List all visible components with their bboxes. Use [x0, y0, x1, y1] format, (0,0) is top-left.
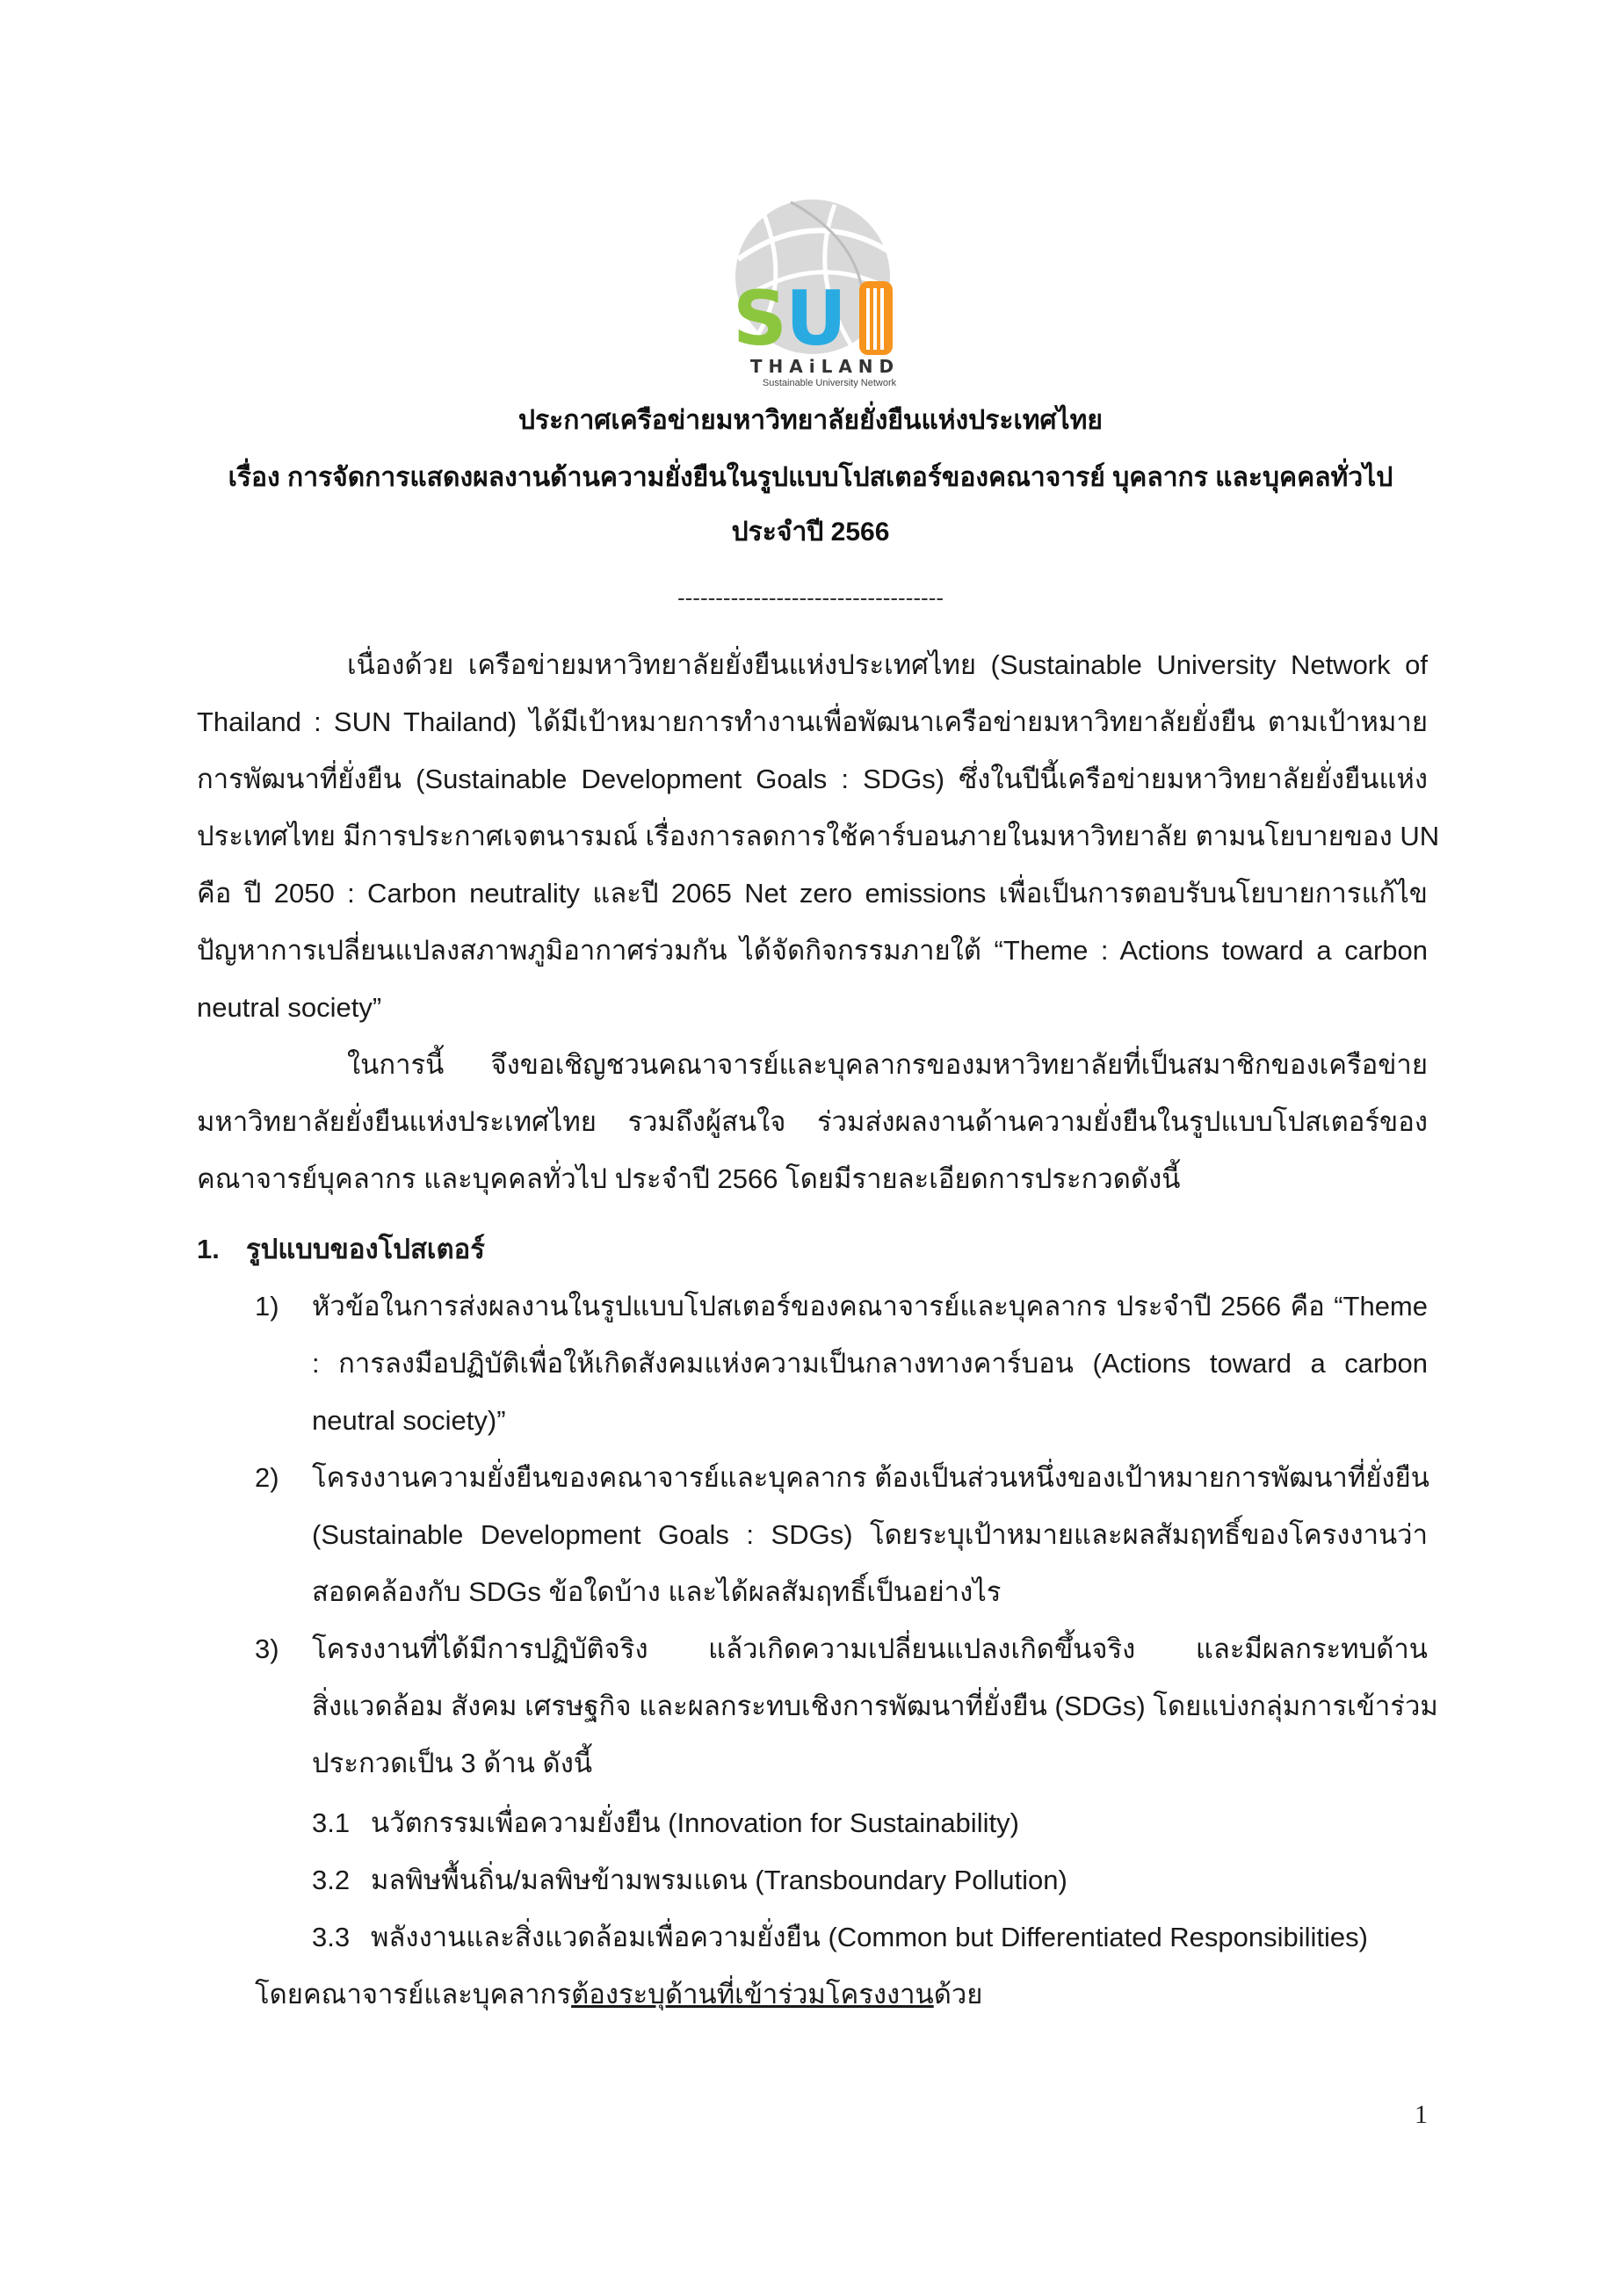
logo-tagline: Sustainable University Network — [762, 378, 897, 388]
subitem-text: นวัตกรรมเพื่อความยั่งยืน (Innovation for Sustainability) — [371, 1807, 1019, 1838]
section-title: รูปแบบของโปสเตอร์ — [246, 1234, 485, 1264]
intro-line: คือ ปี 2050 : Carbon neutrality และปี 2065 Net zero emissions เพื่อเป็นการตอบรับนโยบายการแก้ไข — [197, 878, 1428, 909]
intro-line: ปัญหาการเปลี่ยนแปลงสภาพภูมิอากาศร่วมกัน ได้จัดกิจกรรมภายใต้ “Theme : Actions toward a carbon — [197, 935, 1428, 966]
invite-line: ในการนี้ จึงขอเชิญชวนคณาจารย์และบุคลากรของมหาวิทยาลัยที่เป็นสมาชิกของเครือข่าย — [347, 1049, 1428, 1080]
invite-line: มหาวิทยาลัยยั่งยืนแห่งประเทศไทย รวมถึงผู้สนใจ ร่วมส่งผลงานด้านความยั่งยืนในรูปแบบโปสเตอร์ของ — [197, 1106, 1428, 1137]
item-line: ประกวดเป็น 3 ด้าน ดังนี้ — [312, 1748, 593, 1778]
intro-line: ประเทศไทย มีการประกาศเจตนารมณ์ เรื่องการลดการใช้คาร์บอนภายในมหาวิทยาลัย ตามนโยบายของ UN — [197, 821, 1440, 851]
item-number: 1) — [255, 1291, 279, 1322]
page-number: 1 — [1415, 2100, 1428, 2129]
item-number: 3) — [255, 1633, 279, 1664]
announcement-year: ประจำปี 2566 — [731, 518, 890, 547]
section-number: 1. — [197, 1234, 220, 1264]
item-line: : การลงมือปฏิบัติเพื่อให้เกิดสังคมแห่งความเป็นกลางทางคาร์บอน (Actions toward a carbon — [312, 1348, 1428, 1379]
closing-pre: โดยคณาจารย์และบุคลากร — [255, 1979, 572, 2010]
subitem-number: 3.1 — [312, 1807, 351, 1838]
intro-line: การพัฒนาที่ยั่งยืน (Sustainable Development Goals : SDGs) ซึ่งในปีนี้เครือข่ายมหาวิทยาลัยยั่งยืนแห่ง — [197, 764, 1428, 794]
item-line: โครงงานความยั่งยืนของคณาจารย์และบุคลากร ต้องเป็นส่วนหนึ่งของเป้าหมายการพัฒนาที่ยั่งยืน — [312, 1462, 1429, 1493]
logo-wordmark: SU — [733, 275, 845, 363]
item-number: 2) — [255, 1462, 279, 1493]
closing-note — [255, 1977, 982, 2012]
item-line: หัวข้อในการส่งผลงานในรูปแบบโปสเตอร์ของคณาจารย์และบุคลากร ประจำปี 2566 คือ “Theme — [312, 1291, 1428, 1322]
subitem-number: 3.2 — [312, 1865, 351, 1895]
announcement-title: ประกาศเครือข่ายมหาวิทยาลัยยั่งยืนแห่งประเทศไทย — [518, 406, 1103, 435]
closing-emphasis: ต้องระบุด้านที่เข้าร่วมโครงงาน — [571, 1979, 934, 2010]
divider: ----------------------------------- — [677, 584, 944, 611]
intro-line: neutral society” — [197, 992, 382, 1023]
item-line: สอดคล้องกับ SDGs ข้อใดบ้าง และได้ผลสัมฤทธิ์เป็นอย่างไร — [312, 1576, 1002, 1607]
closing-post: ด้วย — [933, 1979, 983, 2010]
item-line: โครงงานที่ได้มีการปฏิบัติจริง แล้วเกิดความเปลี่ยนแปลงเกิดขึ้นจริง และมีผลกระทบด้าน — [312, 1633, 1428, 1664]
subitem-text: พลังงานและสิ่งแวดล้อมเพื่อความยั่งยืน (Common but Differentiated Responsibilities) — [371, 1922, 1368, 1952]
logo-country: THAiLAND — [749, 356, 901, 377]
sun-thailand-logo — [703, 198, 923, 391]
intro-line: เนื่องด้วย เครือข่ายมหาวิทยาลัยยั่งยืนแห่งประเทศไทย (Sustainable University Network of — [347, 649, 1428, 680]
invite-line: คณาจารย์บุคลากร และบุคคลทั่วไป ประจำปี 2566 โดยมีรายละเอียดการประกวดดังนี้ — [197, 1163, 1181, 1194]
item-line: neutral society)” — [312, 1405, 506, 1436]
subitem-text: มลพิษพื้นถิ่น/มลพิษข้ามพรมแดน (Transboundary Pollution) — [371, 1865, 1067, 1895]
announcement-subject: เรื่อง การจัดการแสดงผลงานด้านความยั่งยืนในรูปแบบโปสเตอร์ของคณาจารย์ บุคลากร และบุคคลทั่วไป — [228, 463, 1393, 492]
subitem-number: 3.3 — [312, 1922, 351, 1952]
intro-line: Thailand : SUN Thailand) ได้มีเป้าหมายการทำงานเพื่อพัฒนาเครือข่ายมหาวิทยาลัยยั่งยืน ตามเป้าหมาย — [197, 706, 1428, 737]
item-line: สิ่งแวดล้อม สังคม เศรษฐกิจ และผลกระทบเชิงการพัฒนาที่ยั่งยืน (SDGs) โดยแบ่งกลุ่มการเข้าร่วม — [312, 1691, 1438, 1721]
item-line: (Sustainable Development Goals : SDGs) โดยระบุเป้าหมายและผลสัมฤทธิ์ของโครงงานว่า — [312, 1519, 1428, 1550]
